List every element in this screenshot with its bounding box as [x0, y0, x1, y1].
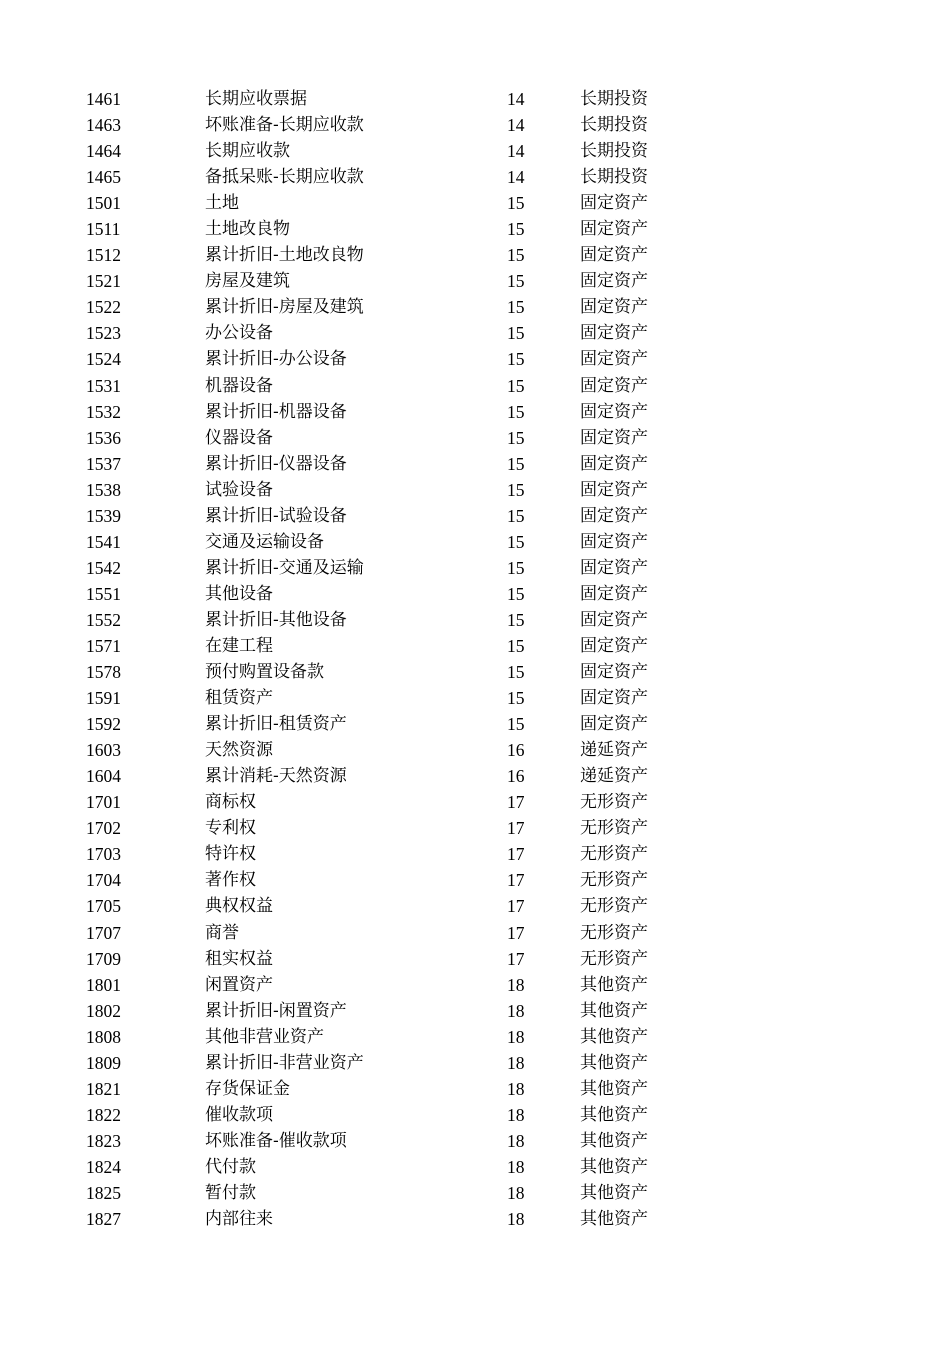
- table-row: [0, 346, 950, 372]
- table-row: [0, 268, 950, 294]
- category-name-cell: 递延资产: [580, 740, 648, 761]
- category-code-cell: 15: [507, 453, 525, 474]
- table-row: [0, 86, 950, 112]
- account-code-cell: 1571: [86, 635, 121, 656]
- account-code-cell: 1541: [86, 531, 121, 552]
- account-code-cell: 1463: [86, 115, 121, 136]
- category-name-cell: 固定资产: [580, 453, 648, 474]
- category-name-cell: 固定资产: [580, 219, 648, 240]
- account-code-table: [0, 86, 950, 1232]
- category-name-cell: 长期投资: [580, 115, 648, 136]
- category-code-cell: 15: [507, 479, 525, 500]
- account-code-cell: 1703: [86, 844, 121, 865]
- account-name-cell: 其他非营业资产: [205, 1026, 324, 1047]
- category-code-cell: 17: [507, 870, 525, 891]
- table-row: [0, 503, 950, 529]
- account-name-cell: 累计折旧-土地改良物: [205, 245, 364, 266]
- table-row: [0, 112, 950, 138]
- table-row: [0, 1206, 950, 1232]
- table-row: [0, 815, 950, 841]
- account-name-cell: 坏账准备-催收款项: [205, 1130, 347, 1151]
- account-name-cell: 坏账准备-长期应收款: [205, 115, 364, 136]
- account-name-cell: 预付购置设备款: [205, 662, 324, 683]
- account-name-cell: 累计折旧-仪器设备: [205, 453, 347, 474]
- table-row: [0, 425, 950, 451]
- account-code-cell: 1501: [86, 193, 121, 214]
- account-code-cell: 1536: [86, 427, 121, 448]
- account-code-cell: 1578: [86, 662, 121, 683]
- account-code-cell: 1524: [86, 349, 121, 370]
- account-code-cell: 1521: [86, 271, 121, 292]
- table-row: [0, 841, 950, 867]
- account-name-cell: 机器设备: [205, 375, 273, 396]
- table-row: [0, 1154, 950, 1180]
- category-code-cell: 15: [507, 427, 525, 448]
- category-code-cell: 18: [507, 1209, 525, 1230]
- category-code-cell: 17: [507, 922, 525, 943]
- account-code-cell: 1821: [86, 1078, 121, 1099]
- account-code-cell: 1531: [86, 375, 121, 396]
- category-code-cell: 15: [507, 557, 525, 578]
- account-name-cell: 仪器设备: [205, 427, 273, 448]
- category-name-cell: 固定资产: [580, 505, 648, 526]
- category-name-cell: 其他资产: [580, 1052, 648, 1073]
- category-code-cell: 14: [507, 89, 525, 109]
- category-code-cell: 15: [507, 531, 525, 552]
- account-name-cell: 试验设备: [205, 479, 273, 500]
- account-name-cell: 办公设备: [205, 323, 273, 344]
- table-row: [0, 633, 950, 659]
- account-name-cell: 累计折旧-租赁资产: [205, 714, 347, 735]
- account-name-cell: 长期应收票据: [205, 89, 307, 109]
- account-name-cell: 商标权: [205, 792, 256, 813]
- account-name-cell: 累计折旧-非营业资产: [205, 1052, 364, 1073]
- account-name-cell: 代付款: [205, 1156, 256, 1177]
- table-row: [0, 190, 950, 216]
- account-name-cell: 长期应收款: [205, 141, 290, 162]
- table-row: [0, 242, 950, 268]
- account-name-cell: 备抵呆账-长期应收款: [205, 167, 364, 188]
- table-row: [0, 138, 950, 164]
- table-row: [0, 1128, 950, 1154]
- table-row: [0, 1050, 950, 1076]
- account-name-cell: 租实权益: [205, 948, 273, 969]
- category-code-cell: 18: [507, 974, 525, 995]
- table-row: [0, 867, 950, 893]
- category-name-cell: 固定资产: [580, 635, 648, 656]
- category-name-cell: 固定资产: [580, 401, 648, 422]
- table-row: [0, 1024, 950, 1050]
- table-row: [0, 555, 950, 581]
- account-code-cell: 1824: [86, 1156, 121, 1177]
- account-name-cell: 房屋及建筑: [205, 271, 290, 292]
- category-code-cell: 15: [507, 662, 525, 683]
- table-row: [0, 998, 950, 1024]
- category-name-cell: 固定资产: [580, 271, 648, 292]
- category-name-cell: 无形资产: [580, 792, 648, 813]
- category-code-cell: 15: [507, 583, 525, 604]
- account-name-cell: 累计折旧-交通及运输: [205, 557, 364, 578]
- category-code-cell: 18: [507, 1156, 525, 1177]
- category-code-cell: 18: [507, 1130, 525, 1151]
- account-code-cell: 1802: [86, 1000, 121, 1021]
- account-code-cell: 1552: [86, 609, 121, 630]
- category-code-cell: 18: [507, 1052, 525, 1073]
- account-code-cell: 1823: [86, 1130, 121, 1151]
- table-row: [0, 164, 950, 190]
- category-name-cell: 无形资产: [580, 870, 648, 891]
- table-row: [0, 893, 950, 919]
- account-name-cell: 累计折旧-闲置资产: [205, 1000, 347, 1021]
- category-code-cell: 15: [507, 714, 525, 735]
- category-name-cell: 长期投资: [580, 141, 648, 162]
- category-name-cell: 固定资产: [580, 193, 648, 214]
- category-code-cell: 15: [507, 401, 525, 422]
- account-code-cell: 1801: [86, 974, 121, 995]
- account-code-cell: 1808: [86, 1026, 121, 1047]
- category-name-cell: 其他资产: [580, 1104, 648, 1125]
- category-code-cell: 18: [507, 1078, 525, 1099]
- category-name-cell: 固定资产: [580, 688, 648, 709]
- account-name-cell: 租赁资产: [205, 688, 273, 709]
- category-name-cell: 固定资产: [580, 714, 648, 735]
- account-code-cell: 1704: [86, 870, 121, 891]
- category-code-cell: 18: [507, 1026, 525, 1047]
- account-code-cell: 1701: [86, 792, 121, 813]
- category-name-cell: 其他资产: [580, 1078, 648, 1099]
- table-row: [0, 294, 950, 320]
- category-name-cell: 其他资产: [580, 1130, 648, 1151]
- category-name-cell: 固定资产: [580, 479, 648, 500]
- table-row: [0, 1076, 950, 1102]
- category-code-cell: 15: [507, 245, 525, 266]
- account-code-cell: 1702: [86, 818, 121, 839]
- category-code-cell: 15: [507, 271, 525, 292]
- account-code-cell: 1464: [86, 141, 121, 162]
- account-code-cell: 1592: [86, 714, 121, 735]
- category-code-cell: 16: [507, 766, 525, 787]
- category-name-cell: 无形资产: [580, 844, 648, 865]
- table-row: [0, 711, 950, 737]
- category-code-cell: 15: [507, 193, 525, 214]
- account-code-cell: 1512: [86, 245, 121, 266]
- account-name-cell: 土地: [205, 193, 239, 214]
- account-name-cell: 典权权益: [205, 896, 273, 917]
- account-name-cell: 著作权: [205, 870, 256, 891]
- category-code-cell: 14: [507, 141, 525, 162]
- account-name-cell: 在建工程: [205, 635, 273, 656]
- category-name-cell: 无形资产: [580, 922, 648, 943]
- account-code-cell: 1604: [86, 766, 121, 787]
- category-code-cell: 15: [507, 505, 525, 526]
- category-name-cell: 其他资产: [580, 1209, 648, 1230]
- table-row: [0, 216, 950, 242]
- account-code-cell: 1542: [86, 557, 121, 578]
- account-name-cell: 特许权: [205, 844, 256, 865]
- account-code-cell: 1591: [86, 688, 121, 709]
- account-name-cell: 暂付款: [205, 1182, 256, 1203]
- account-name-cell: 专利权: [205, 818, 256, 839]
- table-row: [0, 789, 950, 815]
- account-code-cell: 1511: [86, 219, 121, 240]
- account-name-cell: 累计折旧-其他设备: [205, 609, 347, 630]
- category-code-cell: 14: [507, 167, 525, 188]
- table-row: [0, 477, 950, 503]
- category-code-cell: 18: [507, 1000, 525, 1021]
- category-name-cell: 固定资产: [580, 245, 648, 266]
- account-code-cell: 1825: [86, 1182, 121, 1203]
- category-code-cell: 15: [507, 609, 525, 630]
- category-name-cell: 长期投资: [580, 167, 648, 188]
- table-row: [0, 1102, 950, 1128]
- category-name-cell: 其他资产: [580, 1000, 648, 1021]
- table-row: [0, 581, 950, 607]
- account-name-cell: 催收款项: [205, 1104, 273, 1125]
- category-code-cell: 15: [507, 349, 525, 370]
- account-name-cell: 累计折旧-房屋及建筑: [205, 297, 364, 318]
- category-name-cell: 其他资产: [580, 1182, 648, 1203]
- account-code-cell: 1551: [86, 583, 121, 604]
- category-code-cell: 17: [507, 844, 525, 865]
- category-code-cell: 16: [507, 740, 525, 761]
- category-code-cell: 14: [507, 115, 525, 136]
- account-code-cell: 1537: [86, 453, 121, 474]
- account-code-cell: 1707: [86, 922, 121, 943]
- category-code-cell: 17: [507, 792, 525, 813]
- account-name-cell: 交通及运输设备: [205, 531, 324, 552]
- category-name-cell: 固定资产: [580, 609, 648, 630]
- category-name-cell: 其他资产: [580, 1156, 648, 1177]
- table-row: [0, 920, 950, 946]
- account-code-cell: 1465: [86, 167, 121, 188]
- category-name-cell: 固定资产: [580, 557, 648, 578]
- account-code-cell: 1709: [86, 948, 121, 969]
- category-code-cell: 15: [507, 688, 525, 709]
- table-row: [0, 320, 950, 346]
- account-name-cell: 闲置资产: [205, 974, 273, 995]
- category-name-cell: 固定资产: [580, 531, 648, 552]
- account-code-cell: 1827: [86, 1209, 121, 1230]
- table-row: [0, 972, 950, 998]
- category-code-cell: 15: [507, 375, 525, 396]
- category-name-cell: 固定资产: [580, 662, 648, 683]
- category-code-cell: 15: [507, 297, 525, 318]
- table-row: [0, 607, 950, 633]
- table-row: [0, 946, 950, 972]
- account-name-cell: 存货保证金: [205, 1078, 290, 1099]
- category-name-cell: 固定资产: [580, 349, 648, 370]
- account-code-cell: 1822: [86, 1104, 121, 1125]
- account-name-cell: 累计折旧-机器设备: [205, 401, 347, 422]
- table-row: [0, 373, 950, 399]
- table-row: [0, 737, 950, 763]
- category-name-cell: 其他资产: [580, 974, 648, 995]
- category-name-cell: 无形资产: [580, 896, 648, 917]
- category-code-cell: 17: [507, 818, 525, 839]
- category-name-cell: 递延资产: [580, 766, 648, 787]
- account-name-cell: 累计消耗-天然资源: [205, 766, 347, 787]
- table-row: [0, 451, 950, 477]
- account-code-cell: 1522: [86, 297, 121, 318]
- account-code-cell: 1539: [86, 505, 121, 526]
- account-name-cell: 商誉: [205, 922, 239, 943]
- category-code-cell: 15: [507, 219, 525, 240]
- account-name-cell: 累计折旧-办公设备: [205, 349, 347, 370]
- category-code-cell: 15: [507, 323, 525, 344]
- account-code-cell: 1538: [86, 479, 121, 500]
- account-name-cell: 土地改良物: [205, 219, 290, 240]
- category-code-cell: 18: [507, 1104, 525, 1125]
- table-row: [0, 529, 950, 555]
- account-name-cell: 其他设备: [205, 583, 273, 604]
- category-name-cell: 其他资产: [580, 1026, 648, 1047]
- category-code-cell: 15: [507, 635, 525, 656]
- account-code-cell: 1523: [86, 323, 121, 344]
- category-name-cell: 固定资产: [580, 375, 648, 396]
- account-code-cell: 1705: [86, 896, 121, 917]
- table-row: [0, 685, 950, 711]
- category-name-cell: 固定资产: [580, 297, 648, 318]
- table-row: [0, 399, 950, 425]
- category-name-cell: 固定资产: [580, 427, 648, 448]
- category-name-cell: 无形资产: [580, 818, 648, 839]
- category-code-cell: 18: [507, 1182, 525, 1203]
- account-code-cell: 1461: [86, 89, 121, 109]
- category-name-cell: 固定资产: [580, 583, 648, 604]
- category-name-cell: 固定资产: [580, 323, 648, 344]
- account-name-cell: 内部往来: [205, 1209, 273, 1230]
- table-row: [0, 659, 950, 685]
- category-name-cell: 长期投资: [580, 89, 648, 109]
- account-name-cell: 累计折旧-试验设备: [205, 505, 347, 526]
- account-name-cell: 天然资源: [205, 740, 273, 761]
- account-code-cell: 1809: [86, 1052, 121, 1073]
- account-code-cell: 1532: [86, 401, 121, 422]
- table-row: [0, 763, 950, 789]
- category-code-cell: 17: [507, 948, 525, 969]
- category-name-cell: 无形资产: [580, 948, 648, 969]
- category-code-cell: 17: [507, 896, 525, 917]
- account-code-cell: 1603: [86, 740, 121, 761]
- table-row: [0, 1180, 950, 1206]
